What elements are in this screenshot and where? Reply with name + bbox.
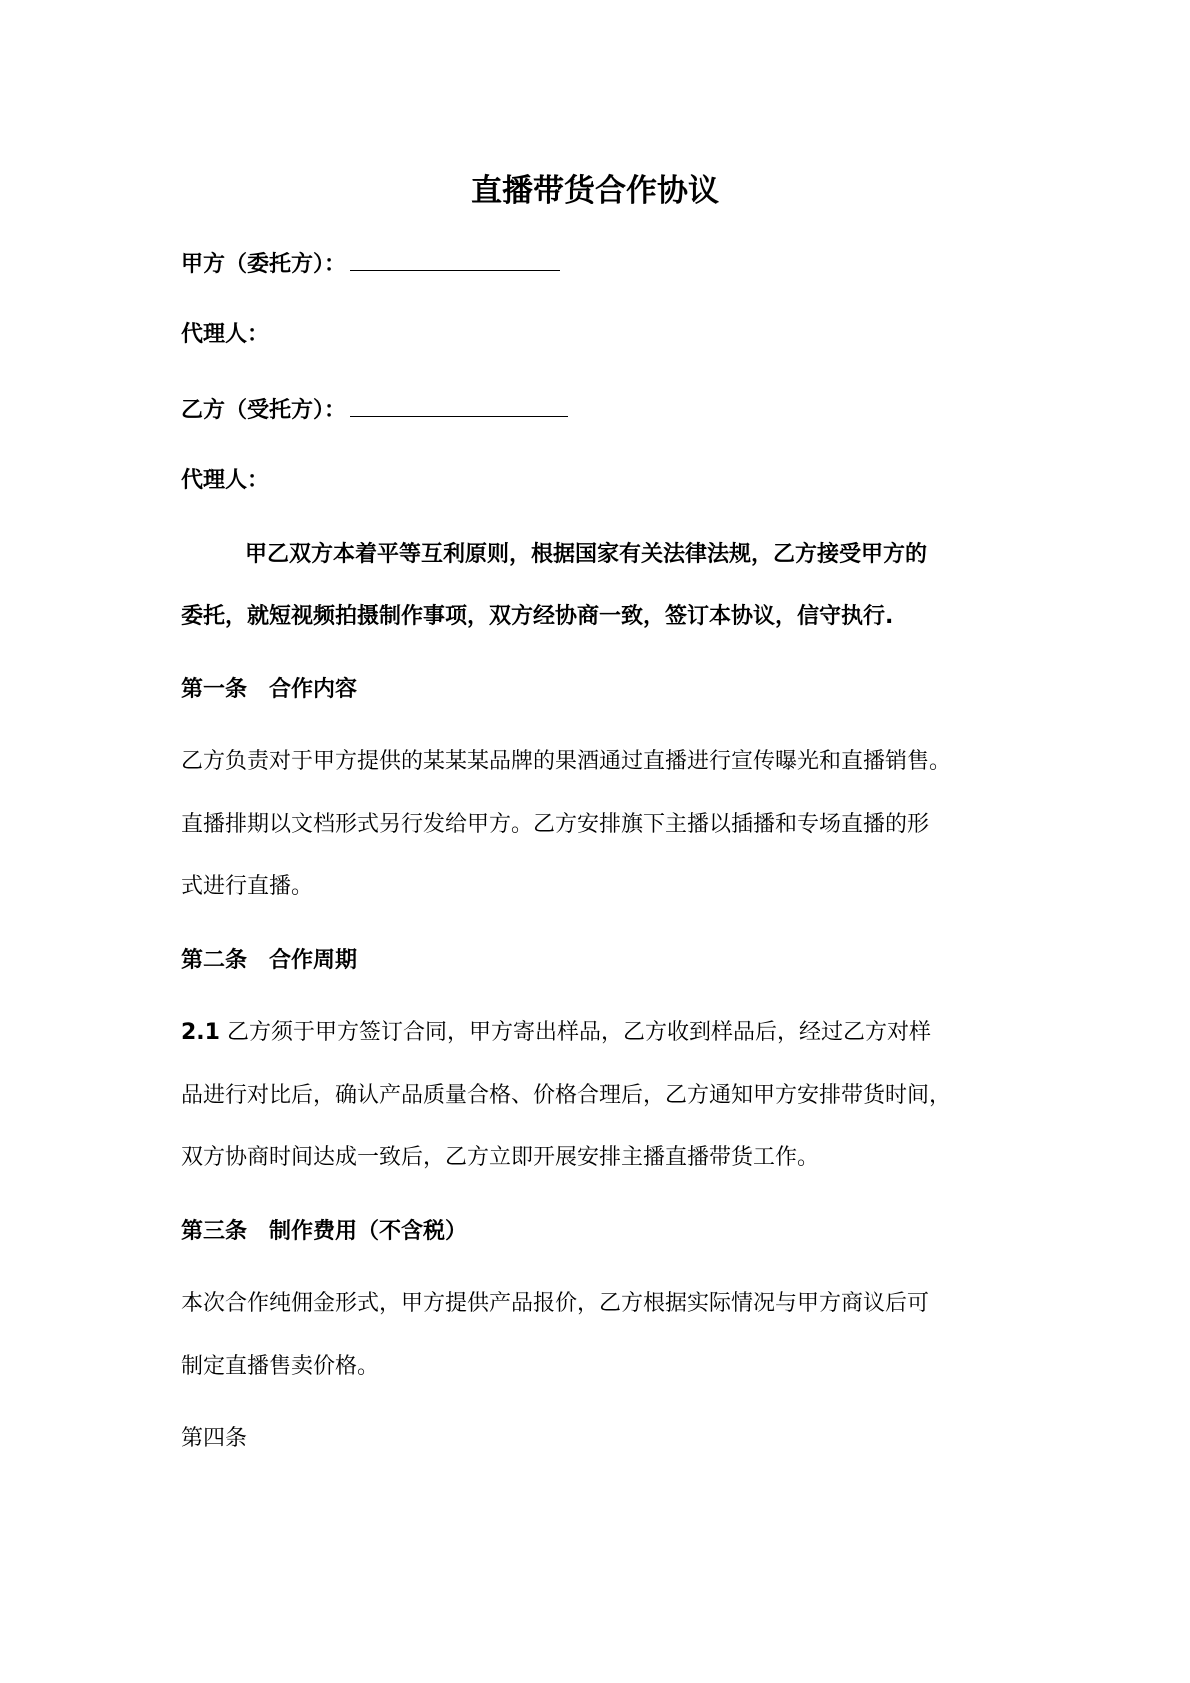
agent-a-label: 代理人：	[181, 322, 270, 347]
article-2-line-2: 品进行对比后，确认产品质量合格、价格合理后，乙方通知甲方安排带货时间，	[181, 1083, 952, 1108]
article-1-line-1: 乙方负责对于甲方提供的某某某品牌的果酒通过直播进行宣传曝光和直播销售。	[181, 749, 952, 774]
agent-b-label: 代理人：	[181, 468, 270, 493]
preamble-line-1: 甲乙双方本着平等互利原则，根据国家有关法律法规，乙方接受甲方的	[245, 542, 928, 567]
party-b-line	[181, 394, 568, 426]
article-2-line-3: 双方协商时间达成一致后，乙方立即开展安排主播直播带货工作。	[181, 1145, 820, 1170]
preamble-line-2: 委托，就短视频拍摄制作事项，双方经协商一致，签订本协议，信守执行.	[181, 604, 894, 629]
party-a-line	[181, 248, 560, 280]
article-1-line-2: 直播排期以文档形式另行发给甲方。乙方安排旗下主播以插播和专场直播的形	[181, 812, 930, 837]
article-2-line-1-text: 乙方须于甲方签订合同，甲方寄出样品，乙方收到样品后，经过乙方对样	[226, 1020, 931, 1045]
article-2-line-1	[181, 1018, 931, 1048]
party-b-blank	[350, 394, 568, 417]
party-b-label: 乙方（受托方）：	[181, 398, 347, 423]
article-3-line-2: 制定直播售卖价格。	[181, 1354, 380, 1379]
article-2-heading: 第二条 合作周期	[181, 948, 358, 973]
article-4-heading: 第四条	[181, 1426, 248, 1451]
clause-number: 2.1	[181, 1020, 220, 1045]
article-3-line-1: 本次合作纯佣金形式，甲方提供产品报价，乙方根据实际情况与甲方商议后可	[181, 1291, 930, 1316]
article-1-line-3: 式进行直播。	[181, 874, 314, 899]
party-a-label: 甲方（委托方）：	[181, 252, 347, 277]
party-a-blank	[350, 248, 560, 271]
article-3-heading: 第三条 制作费用（不含税）	[181, 1219, 468, 1244]
document-title: 直播带货合作协议	[471, 173, 719, 209]
article-1-heading: 第一条 合作内容	[181, 677, 358, 702]
